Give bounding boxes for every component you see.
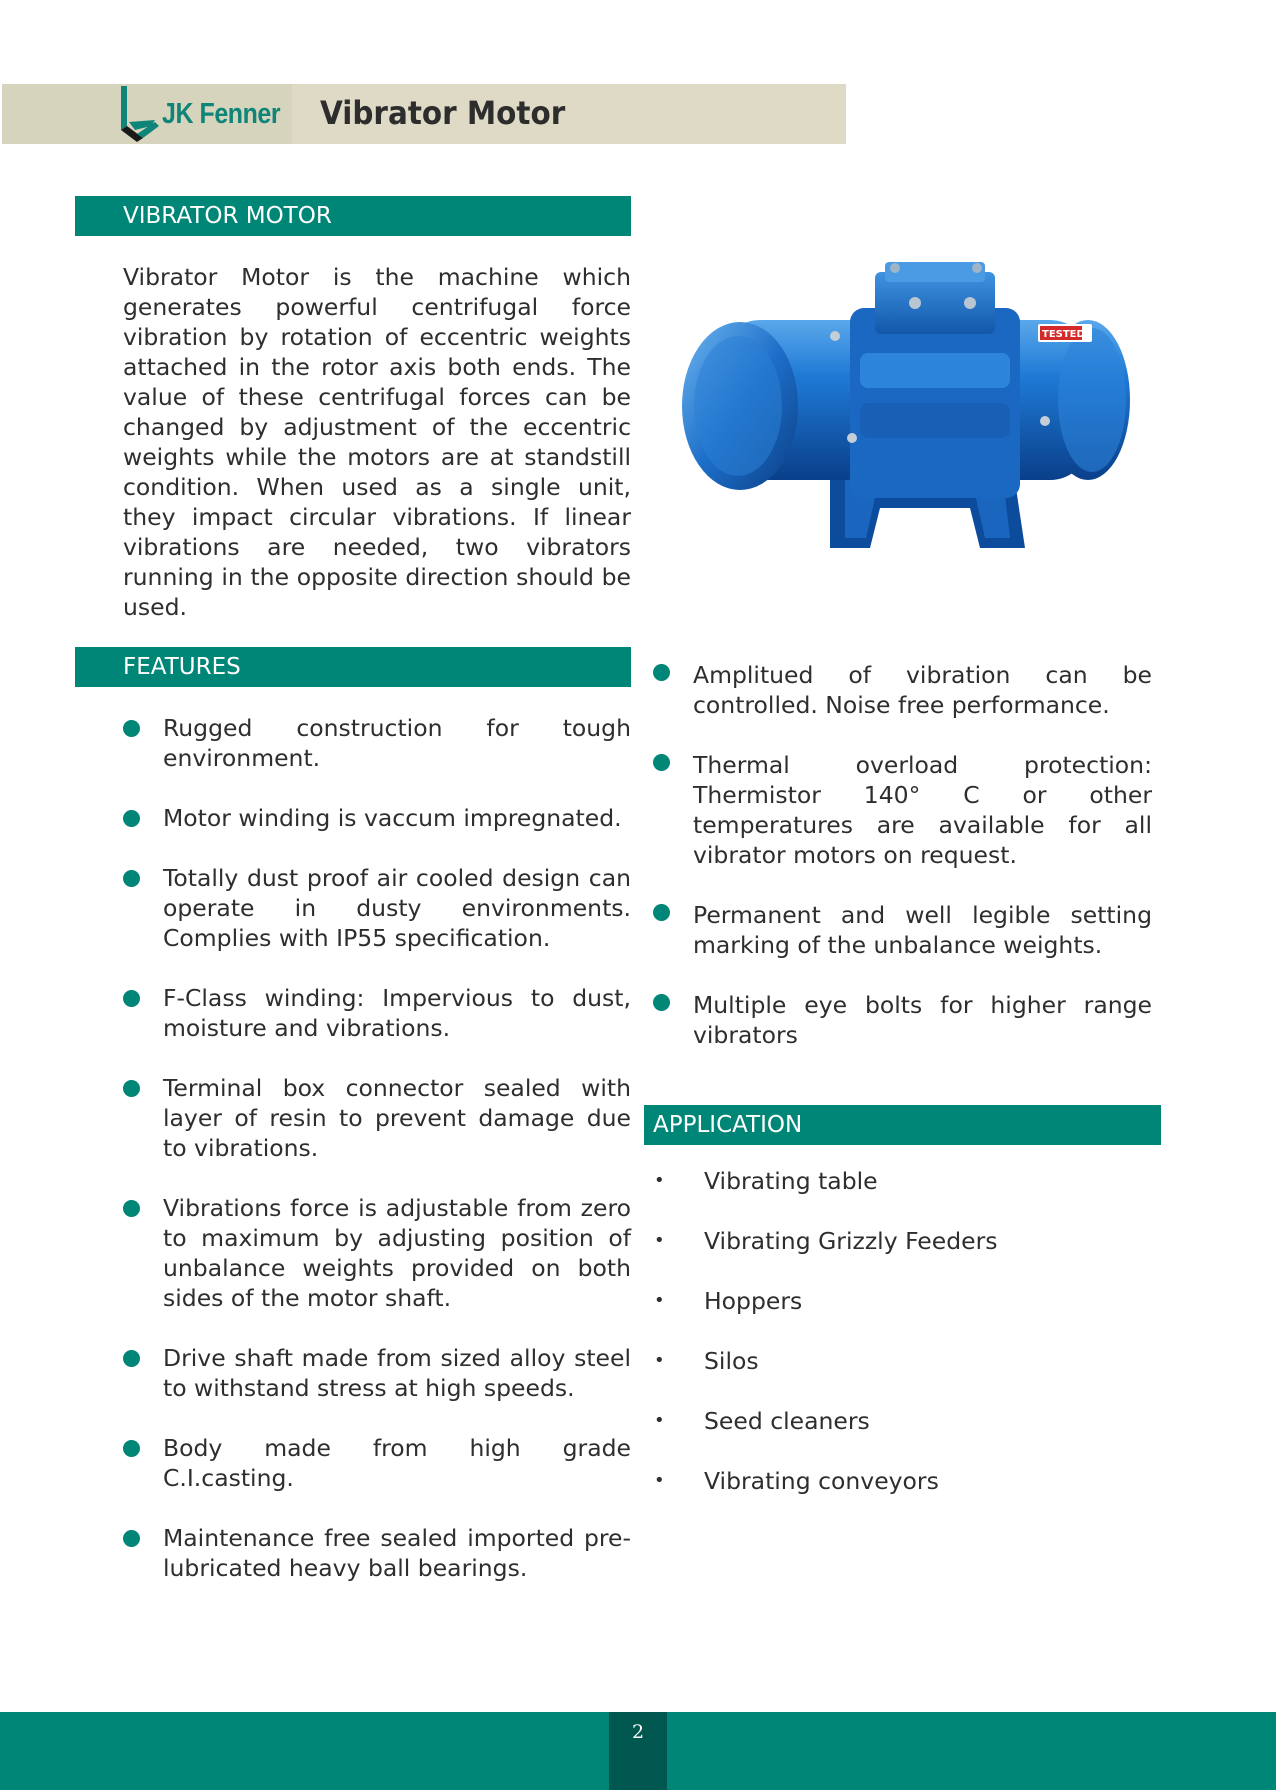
tested-label: TESTED [1042, 329, 1085, 340]
section-heading-features: FEATURES [75, 647, 631, 687]
page-number: 2 [631, 1721, 645, 1743]
logo-text: JK Fenner [162, 98, 281, 130]
bullet-icon: • [654, 1230, 665, 1251]
features-list-right [693, 660, 1152, 1080]
list-item: Terminal box connector sealed with layer of resin to prevent damage due to vibrations. [163, 1073, 631, 1163]
list-item: Thermal overload protection: Thermistor 140° C or other temperatures are available for all vibrator motors on request. [693, 750, 1152, 870]
vibrator-motor-image [680, 258, 1138, 558]
bullet-dot-icon [123, 1440, 140, 1457]
list-item: F-Class winding: Impervious to dust, moisture and vibrations. [163, 983, 631, 1043]
bullet-icon: • [654, 1350, 665, 1371]
section-heading-vibrator-motor: VIBRATOR MOTOR [75, 196, 631, 236]
bullet-icon: • [654, 1170, 665, 1191]
bullet-dot-icon [123, 990, 140, 1007]
bullet-dot-icon [123, 1530, 140, 1547]
bullet-dot-icon [123, 1350, 140, 1367]
list-item: Body made from high grade C.I.casting. [163, 1433, 631, 1493]
list-item: Vibrations force is adjustable from zero to maximum by adjusting position of unbalance weights provided on both sides of the motor shaft. [163, 1193, 631, 1313]
list-item: Permanent and well legible setting marking of the unbalance weights. [693, 900, 1152, 960]
bullet-dot-icon [123, 720, 140, 737]
list-item: • Seed cleaners [654, 1407, 870, 1435]
bullet-dot-icon [653, 994, 670, 1011]
list-item: Totally dust proof air cooled design can operate in dusty environments. Complies with IP55 specification. [163, 863, 631, 953]
list-item: • Vibrating Grizzly Feeders [654, 1227, 998, 1255]
list-item: • Hoppers [654, 1287, 803, 1315]
list-item: Drive shaft made from sized alloy steel to withstand stress at high speeds. [163, 1343, 631, 1403]
bullet-dot-icon [653, 754, 670, 771]
bullet-icon: • [654, 1290, 665, 1311]
list-item: • Vibrating table [654, 1167, 878, 1195]
list-item: Multiple eye bolts for higher range vibrators [693, 990, 1152, 1050]
page-title: Vibrator Motor [320, 94, 566, 132]
application-list [654, 1166, 998, 1526]
bullet-dot-icon [123, 810, 140, 827]
bullet-dot-icon [123, 1200, 140, 1217]
list-item: • Silos [654, 1347, 759, 1375]
bullet-dot-icon [653, 664, 670, 681]
intro-paragraph: Vibrator Motor is the machine which generates powerful centrifugal force vibration by rotation of eccentric weights attached in the rotor axis both ends. The value of these centrifugal forces can be changed by adjustment of the eccentric weights while the motors are at standstill condition. When used as a single unit, they impact circular vibrations. If linear vibrations are needed, two vibrators running in the opposite direction should be used. [123, 263, 631, 621]
features-list-left [163, 713, 631, 1613]
list-item: Maintenance free sealed imported pre-lubricated heavy ball bearings. [163, 1523, 631, 1583]
bullet-dot-icon [123, 870, 140, 887]
bullet-icon: • [654, 1470, 665, 1491]
list-item: Amplitued of vibration can be controlled. Noise free performance. [693, 660, 1152, 720]
list-item: Motor winding is vaccum impregnated. [163, 803, 631, 833]
section-heading-application: APPLICATION [644, 1105, 1161, 1145]
bullet-icon: • [654, 1410, 665, 1431]
list-item: • Vibrating conveyors [654, 1467, 939, 1495]
bullet-dot-icon [123, 1080, 140, 1097]
jk-fenner-logo-icon [115, 86, 159, 142]
list-item: Rugged construction for tough environment. [163, 713, 631, 773]
bullet-dot-icon [653, 904, 670, 921]
